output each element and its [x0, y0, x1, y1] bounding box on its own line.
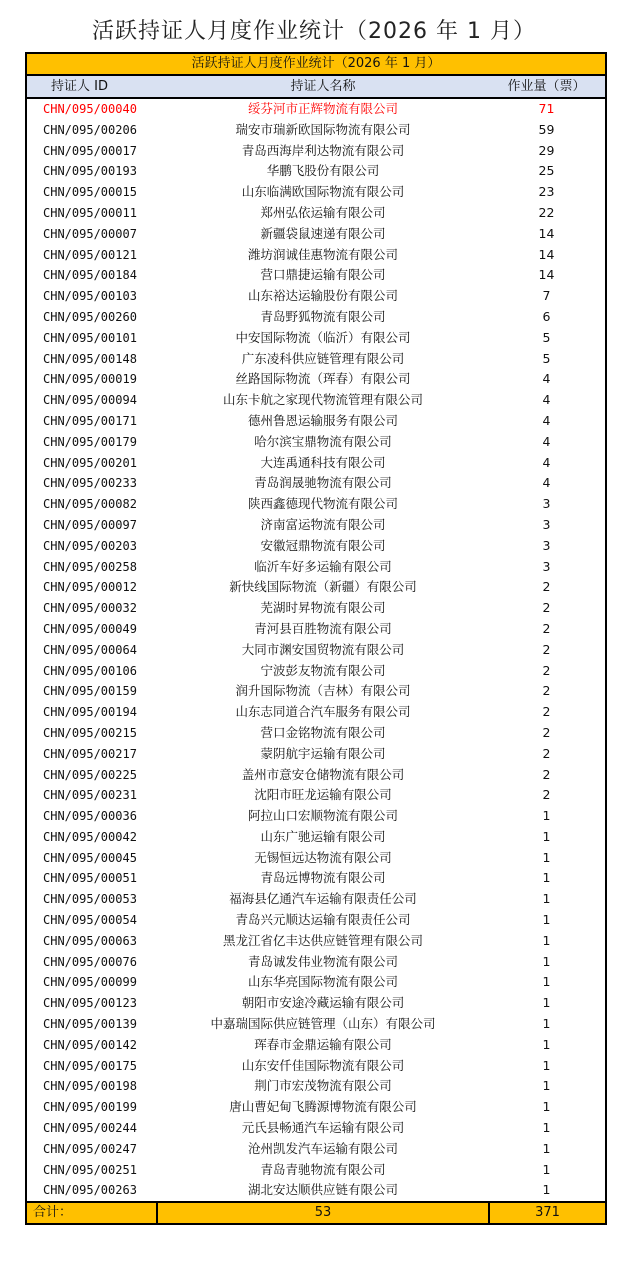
cell-volume: 2	[542, 766, 551, 782]
cell-volume: 4	[542, 412, 551, 428]
cell-volume: 2	[542, 704, 551, 720]
cell-volume: 59	[538, 121, 555, 137]
table-row	[27, 640, 605, 661]
header-name: 持证人名称	[290, 79, 356, 94]
cell-name: 青岛野狐物流有限公司	[260, 308, 386, 324]
cell-name: 中嘉瑞国际供应链管理（山东）有限公司	[210, 1016, 436, 1032]
cell-id: CHN/095/00082	[43, 497, 137, 512]
cell-name: 盖州市意安仓储物流有限公司	[241, 766, 405, 782]
cell-id: CHN/095/00179	[43, 434, 137, 449]
cell-volume: 3	[542, 537, 551, 553]
cell-volume: 14	[538, 246, 555, 262]
cell-name: 润升国际物流（吉林）有限公司	[235, 683, 411, 699]
table-row	[27, 681, 605, 702]
table-row	[27, 577, 605, 598]
table-row	[27, 910, 605, 931]
cell-id: CHN/095/00106	[43, 663, 137, 678]
cell-id: CHN/095/00201	[43, 455, 137, 470]
cell-volume: 1	[542, 1161, 551, 1177]
table-row	[27, 1160, 605, 1181]
table-row	[27, 952, 605, 973]
cell-volume: 1	[542, 1140, 551, 1156]
cell-id: CHN/095/00175	[43, 1058, 137, 1073]
table-row	[27, 723, 605, 744]
cell-name: 新快线国际物流（新疆）有限公司	[229, 579, 417, 595]
table-title: 活跃持证人月度作业统计（2026 年 1 月）	[27, 54, 605, 76]
cell-volume: 1	[542, 1036, 551, 1052]
table-row	[27, 1139, 605, 1160]
cell-id: CHN/095/00049	[43, 621, 137, 636]
cell-id: CHN/095/00101	[43, 330, 137, 345]
footer-count: 53	[158, 1203, 490, 1223]
cell-id: CHN/095/00054	[43, 913, 137, 928]
cell-id: CHN/095/00017	[43, 143, 137, 158]
cell-name: 无锡恒远达物流有限公司	[254, 849, 392, 865]
table-row	[27, 993, 605, 1014]
table-row	[27, 848, 605, 869]
cell-volume: 2	[542, 745, 551, 761]
cell-name: 黑龙江省亿丰达供应链管理有限公司	[222, 932, 423, 948]
cell-id: CHN/095/00042	[43, 829, 137, 844]
cell-id: CHN/095/00076	[43, 954, 137, 969]
cell-name: 绥芬河市正辉物流有限公司	[247, 101, 398, 116]
table-row	[27, 744, 605, 765]
cell-volume: 22	[538, 204, 555, 220]
cell-id: CHN/095/00215	[43, 725, 137, 740]
cell-name: 临沂车好多运输有限公司	[254, 558, 392, 574]
table-row	[27, 1056, 605, 1077]
cell-volume: 2	[542, 724, 551, 740]
table-row	[27, 120, 605, 141]
cell-id: CHN/095/00193	[43, 164, 137, 179]
cell-name: 朝阳市安途冷藏运输有限公司	[241, 995, 405, 1011]
cell-id: CHN/095/00045	[43, 850, 137, 865]
cell-name: 中安国际物流（临沂）有限公司	[235, 329, 411, 345]
cell-id: CHN/095/00012	[43, 580, 137, 595]
table-row	[27, 286, 605, 307]
cell-name: 沈阳市旺龙运输有限公司	[254, 787, 392, 803]
table-row	[27, 785, 605, 806]
cell-id: CHN/095/00198	[43, 1079, 137, 1094]
cell-id: CHN/095/00051	[43, 871, 137, 886]
table-header	[27, 76, 605, 99]
cell-id: CHN/095/00064	[43, 642, 137, 657]
table-row	[27, 702, 605, 723]
cell-id: CHN/095/00015	[43, 185, 137, 200]
table-row	[27, 931, 605, 952]
cell-id: CHN/095/00103	[43, 289, 137, 304]
cell-volume: 4	[542, 371, 551, 387]
cell-id: CHN/095/00247	[43, 1141, 137, 1156]
table-row	[27, 494, 605, 515]
table-row	[27, 369, 605, 390]
cell-name: 珲春市金鼎运输有限公司	[254, 1036, 392, 1052]
cell-id: CHN/095/00233	[43, 476, 137, 491]
cell-volume: 23	[538, 184, 555, 200]
cell-volume: 1	[542, 1016, 551, 1032]
cell-volume: 1	[542, 1078, 551, 1094]
cell-volume: 1	[542, 1099, 551, 1115]
header-id: 持证人 ID	[51, 79, 108, 94]
cell-name: 青岛润晟驰物流有限公司	[254, 475, 392, 491]
cell-volume: 1	[542, 870, 551, 886]
cell-id: CHN/095/00171	[43, 413, 137, 428]
cell-id: CHN/095/00199	[43, 1100, 137, 1115]
cell-name: 山东华亮国际物流有限公司	[247, 974, 398, 990]
cell-name: 郑州弘依运输有限公司	[260, 204, 386, 220]
cell-volume: 4	[542, 454, 551, 470]
cell-name: 安徽冠鼎物流有限公司	[260, 537, 386, 553]
cell-id: CHN/095/00206	[43, 122, 137, 137]
cell-id: CHN/095/00244	[43, 1121, 137, 1136]
footer-total: 371	[535, 1205, 560, 1221]
cell-id: CHN/095/00139	[43, 1017, 137, 1032]
cell-id: CHN/095/00159	[43, 684, 137, 699]
table-row	[27, 245, 605, 266]
table-row	[27, 161, 605, 182]
cell-id: CHN/095/00032	[43, 601, 137, 616]
table-row	[27, 349, 605, 370]
table-row	[27, 1118, 605, 1139]
cell-volume: 1	[542, 828, 551, 844]
table-row	[27, 265, 605, 286]
footer-label: 合计：	[27, 1203, 158, 1223]
cell-id: CHN/095/00251	[43, 1162, 137, 1177]
cell-name: 山东广驰运输有限公司	[260, 828, 386, 844]
table-row	[27, 619, 605, 640]
cell-name: 营口金铭物流有限公司	[260, 724, 386, 740]
cell-id: CHN/095/00019	[43, 372, 137, 387]
cell-volume: 2	[542, 600, 551, 616]
cell-name: 广东凌科供应链管理有限公司	[241, 350, 405, 366]
cell-name: 陕西鑫德现代物流有限公司	[247, 496, 398, 512]
cell-name: 济南富运物流有限公司	[260, 516, 386, 532]
cell-name: 山东裕达运输股份有限公司	[247, 288, 398, 304]
cell-volume: 3	[542, 496, 551, 512]
cell-name: 阿拉山口宏顺物流有限公司	[247, 808, 398, 824]
cell-name: 芜湖时昇物流有限公司	[260, 600, 386, 616]
cell-name: 新疆袋鼠速递有限公司	[260, 225, 386, 241]
cell-name: 山东卡航之家现代物流管理有限公司	[222, 392, 423, 408]
cell-id: CHN/095/00258	[43, 559, 137, 574]
cell-name: 山东志同道合汽车服务有限公司	[235, 704, 411, 720]
table-row	[27, 661, 605, 682]
cell-volume: 1	[542, 849, 551, 865]
cell-id: CHN/095/00142	[43, 1037, 137, 1052]
cell-name: 青河县百胜物流有限公司	[254, 620, 392, 636]
table-row	[27, 536, 605, 557]
cell-name: 华鹏飞股份有限公司	[266, 163, 380, 179]
table-row	[27, 328, 605, 349]
cell-volume: 1	[542, 995, 551, 1011]
cell-id: CHN/095/00263	[43, 1183, 137, 1198]
cell-name: 青岛诚发伟业物流有限公司	[247, 953, 398, 969]
cell-volume: 14	[538, 267, 555, 283]
cell-volume: 1	[542, 1057, 551, 1073]
table-row	[27, 182, 605, 203]
table-row	[27, 411, 605, 432]
table-row	[27, 515, 605, 536]
cell-id: CHN/095/00007	[43, 226, 137, 241]
cell-volume: 4	[542, 392, 551, 408]
table-row	[27, 307, 605, 328]
stats-table	[25, 52, 607, 1225]
cell-name: 元氏县畅通汽车运输有限公司	[241, 1120, 405, 1136]
cell-id: CHN/095/00099	[43, 975, 137, 990]
cell-name: 山东安仟佳国际物流有限公司	[241, 1057, 405, 1073]
table-row	[27, 390, 605, 411]
cell-volume: 25	[538, 163, 555, 179]
table-row	[27, 868, 605, 889]
cell-name: 青岛兴元顺达运输有限责任公司	[235, 912, 411, 928]
cell-name: 唐山曹妃甸飞腾源博物流有限公司	[229, 1099, 417, 1115]
header-volume: 作业量（票）	[507, 79, 586, 94]
cell-volume: 4	[542, 433, 551, 449]
cell-volume: 2	[542, 620, 551, 636]
cell-volume: 1	[542, 891, 551, 907]
cell-volume: 2	[542, 662, 551, 678]
cell-id: CHN/095/00194	[43, 705, 137, 720]
cell-volume: 1	[542, 912, 551, 928]
cell-name: 沧州凯发汽车运输有限公司	[247, 1140, 398, 1156]
cell-name: 德州鲁恩运输服务有限公司	[247, 412, 398, 428]
table-row	[27, 432, 605, 453]
cell-volume: 7	[542, 288, 551, 304]
table-row	[27, 99, 605, 120]
cell-id: CHN/095/00225	[43, 767, 137, 782]
table-row	[27, 598, 605, 619]
cell-volume: 1	[542, 1182, 551, 1198]
cell-id: CHN/095/00094	[43, 393, 137, 408]
cell-name: 大同市渊安国贸物流有限公司	[241, 641, 405, 657]
table-row	[27, 453, 605, 474]
table-row	[27, 1097, 605, 1118]
cell-id: CHN/095/00260	[43, 309, 137, 324]
cell-volume: 5	[542, 329, 551, 345]
cell-volume: 3	[542, 558, 551, 574]
cell-volume: 1	[542, 974, 551, 990]
cell-name: 潍坊润诚佳惠物流有限公司	[247, 246, 398, 262]
cell-id: CHN/095/00231	[43, 788, 137, 803]
cell-volume: 14	[538, 225, 555, 241]
cell-volume: 29	[538, 142, 555, 158]
cell-id: CHN/095/00217	[43, 746, 137, 761]
cell-id: CHN/095/00011	[43, 205, 137, 220]
table-row	[27, 765, 605, 786]
table-row	[27, 889, 605, 910]
cell-volume: 3	[542, 516, 551, 532]
table-footer	[27, 1201, 605, 1223]
table-row	[27, 1180, 605, 1201]
table-body	[27, 99, 605, 1201]
cell-name: 山东临满欧国际物流有限公司	[241, 184, 405, 200]
cell-id: CHN/095/00123	[43, 996, 137, 1011]
cell-id: CHN/095/00203	[43, 538, 137, 553]
cell-volume: 6	[542, 308, 551, 324]
table-row	[27, 473, 605, 494]
cell-name: 青岛西海岸利达物流有限公司	[241, 142, 405, 158]
cell-name: 荆门市宏茂物流有限公司	[254, 1078, 392, 1094]
cell-volume: 4	[542, 475, 551, 491]
cell-id: CHN/095/00097	[43, 517, 137, 532]
cell-volume: 1	[542, 1120, 551, 1136]
cell-id: CHN/095/00184	[43, 268, 137, 283]
table-row	[27, 972, 605, 993]
cell-id: CHN/095/00036	[43, 809, 137, 824]
table-row	[27, 203, 605, 224]
cell-name: 营口鼎捷运输有限公司	[260, 267, 386, 283]
cell-name: 宁波彭友物流有限公司	[260, 662, 386, 678]
table-row	[27, 827, 605, 848]
table-row	[27, 224, 605, 245]
table-row	[27, 1035, 605, 1056]
table-row	[27, 557, 605, 578]
cell-name: 青岛远博物流有限公司	[260, 870, 386, 886]
cell-id: CHN/095/00053	[43, 892, 137, 907]
cell-volume: 2	[542, 579, 551, 595]
cell-id: CHN/095/00063	[43, 933, 137, 948]
cell-name: 蒙阴航宇运输有限公司	[260, 745, 386, 761]
cell-name: 丝路国际物流（珲春）有限公司	[235, 371, 411, 387]
cell-volume: 1	[542, 932, 551, 948]
table-row	[27, 141, 605, 162]
page-title: 活跃持证人月度作业统计（2026 年 1 月）	[92, 19, 536, 44]
table-row	[27, 806, 605, 827]
cell-volume: 1	[542, 953, 551, 969]
table-row	[27, 1014, 605, 1035]
cell-name: 福海县亿通汽车运输有限责任公司	[229, 891, 417, 907]
cell-name: 哈尔滨宝鼎物流有限公司	[254, 433, 392, 449]
cell-volume: 2	[542, 683, 551, 699]
cell-id: CHN/095/00040	[43, 102, 137, 116]
cell-volume: 71	[538, 101, 555, 116]
cell-volume: 5	[542, 350, 551, 366]
cell-volume: 2	[542, 787, 551, 803]
cell-id: CHN/095/00148	[43, 351, 137, 366]
cell-name: 湖北安达顺供应链有限公司	[247, 1182, 398, 1198]
cell-id: CHN/095/00121	[43, 247, 137, 262]
cell-volume: 1	[542, 808, 551, 824]
cell-name: 大连禹通科技有限公司	[260, 454, 386, 470]
table-row	[27, 1076, 605, 1097]
cell-volume: 2	[542, 641, 551, 657]
cell-name: 瑞安市瑞新欧国际物流有限公司	[235, 121, 411, 137]
cell-name: 青岛青驰物流有限公司	[260, 1161, 386, 1177]
